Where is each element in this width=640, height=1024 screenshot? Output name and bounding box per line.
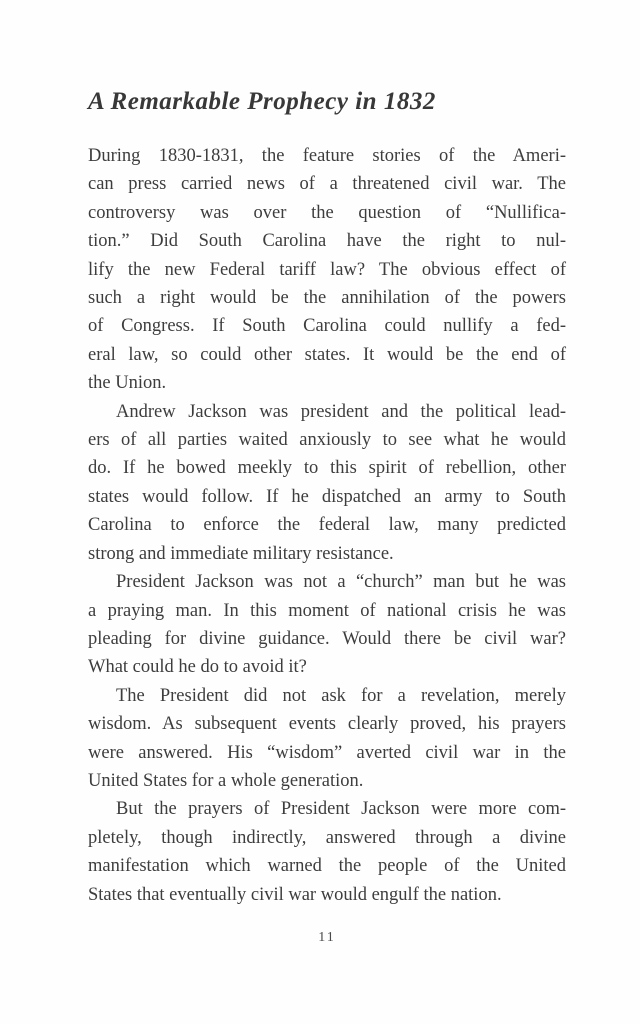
- text-line: can press carried news of a threatened civil war. The: [88, 174, 566, 195]
- chapter-title: A Remarkable Prophecy in 1832: [88, 88, 436, 115]
- paragraph: [88, 795, 566, 909]
- text-line: lify the new Federal tariff law? The obvious effect of: [88, 259, 566, 280]
- text-line: were answered. His “wisdom” averted civil war in the: [88, 742, 566, 763]
- text-line: states would follow. If he dispatched an army to South: [88, 486, 566, 507]
- text-line: the Union.: [88, 373, 167, 394]
- paragraph: [88, 142, 566, 398]
- paragraph: [88, 568, 566, 682]
- text-line: wisdom. As subsequent events clearly proved, his prayers: [88, 714, 566, 735]
- text-line: controversy was over the question of “Nullifica-: [88, 202, 566, 223]
- text-line: States that eventually civil war would engulf the nation.: [88, 884, 502, 905]
- text-line: of Congress. If South Carolina could nullify a fed-: [88, 316, 566, 337]
- text-line: pleading for divine guidance. Would there be civil war?: [88, 628, 566, 649]
- paragraph: [88, 682, 566, 796]
- text-line: tion.” Did South Carolina have the right to nul-: [88, 231, 566, 252]
- text-line: eral law, so could other states. It would be the end of: [88, 344, 566, 365]
- text-line: a praying man. In this moment of national crisis he was: [88, 600, 566, 621]
- text-line: strong and immediate military resistance.: [88, 543, 394, 564]
- text-line: manifestation which warned the people of the United: [88, 856, 566, 877]
- text-line: The President did not ask for a revelation, merely: [116, 685, 566, 706]
- page-number: 11: [318, 930, 336, 945]
- text-line: But the prayers of President Jackson were more com-: [116, 799, 566, 820]
- text-line: During 1830-1831, the feature stories of the Ameri-: [88, 146, 566, 166]
- text-line: Carolina to enforce the federal law, many predicted: [88, 515, 566, 536]
- text-line: ers of all parties waited anxiously to see what he would: [88, 430, 566, 451]
- text-line: United States for a whole generation.: [88, 770, 364, 791]
- text-line: President Jackson was not a “church” man but he was: [116, 572, 566, 593]
- text-line: pletely, though indirectly, answered through a divine: [88, 827, 566, 848]
- body-text: [88, 142, 566, 909]
- text-line: do. If he bowed meekly to this spirit of rebellion, other: [88, 458, 566, 479]
- paragraph: [88, 398, 566, 568]
- text-line: What could he do to avoid it?: [88, 657, 307, 678]
- text-line: Andrew Jackson was president and the political lead-: [116, 401, 566, 422]
- text-line: such a right would be the annihilation of the powers: [88, 288, 566, 309]
